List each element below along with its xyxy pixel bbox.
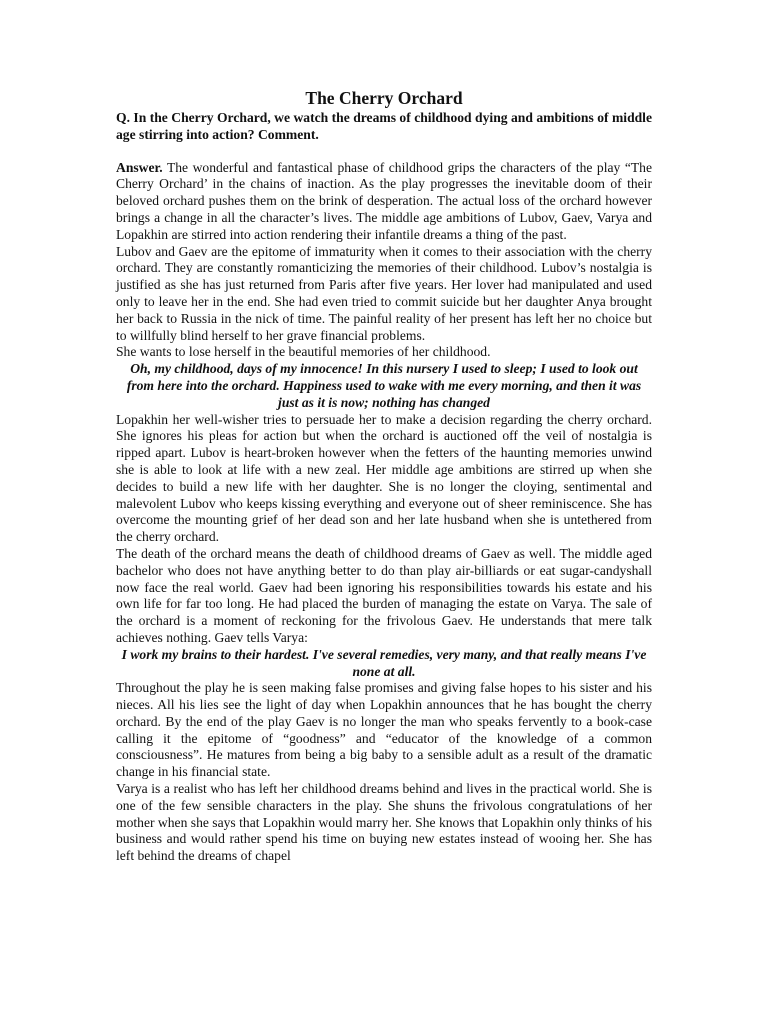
paragraph-gaev-promises: Throughout the play he is seen making false promises and giving false hopes to his sister and his nieces. All his lies see the light of day when Lopakhin announces that he has bought the cherry orchard. By the end of the play Gaev is no longer the man who speaks fervently to a book-case calling it the epitome of “goodness” and “educator of the knowledge of a common consciousness”. He matures from being a big baby to a sensible adult as a result of the dramatic change in his financial state. [116, 680, 652, 780]
quote-gaev: I work my brains to their hardest. I've several remedies, very many, and that really means I've none at all. [121, 646, 647, 679]
paragraph-lopakhin: Lopakhin her well-wisher tries to persuade her to make a decision regarding the cherry orchard. She ignores his pleas for action but when the orchard is auctioned off the veil of nostalgia is ripped apart. Lubov is heart-broken however when the fetters of the haunting memories unwind she is able to look at life with a new zeal. Her middle age ambitions are stirred up when she decides to build a new life with her daughter. She is no longer the cloying, sentimental and malevolent Lubov who keeps kissing everything and everyone out of sheer reminiscence. She has overcome the mounting grief of her dead son and her late husband when she is untethered from the cherry orchard. [116, 411, 652, 545]
answer-paragraph [116, 160, 652, 244]
paragraph-lubov-gaev: Lubov and Gaev are the epitome of immaturity when it comes to their association with the cherry orchard. They are constantly romanticizing the memories of their childhood. Lubov’s nostalgia is justified as she has just returned from Paris after five years. Her lover had manipulated and used only to leave her in the end. She had even tried to commit suicide but her daughter Anya brought her back to Russia in the nick of time. The painful reality of her present has left her no choice but to willfully blind herself to her grave financial problems. [116, 243, 652, 343]
document-page [116, 88, 652, 865]
answer-label: Answer. [116, 159, 163, 175]
document-title: The Cherry Orchard [305, 88, 463, 108]
essay-question: Q. In the Cherry Orchard, we watch the dreams of childhood dying and ambitions of middle age stirring into action? Comment. [116, 110, 652, 142]
paragraph-varya: Varya is a realist who has left her childhood dreams behind and lives in the practical world. She is one of the few sensible characters in the play. She shuns the frivolous congratulations of her mother when she says that Lopakhin would marry her. She knows that Lopakhin only thinks of his business and would rather spend his time on buying new estates instead of wooing her. She has left behind the dreams of chapel [116, 781, 652, 864]
paragraph-lubov-memories: She wants to lose herself in the beautiful memories of her childhood. [116, 344, 491, 360]
paragraph-gaev: The death of the orchard means the death of childhood dreams of Gaev as well. The middle aged bachelor who does not have anything better to do than play air-billiards or eat sugar-candyshall now face the real world. Gaev had been ignoring his responsibilities towards his estate and his own life for far too long. He had placed the burden of managing the estate on Varya. The sale of the orchard is a moment of reckoning for the frivolous Gaev. He understands that mere talk achieves nothing. Gaev tells Varya: [116, 545, 652, 645]
answer-text: The wonderful and fantastical phase of childhood grips the characters of the play “The Cherry Orchard’ in the chains of inaction. As the play progresses the inevitable doom of their beloved orchard pushes them on the brink of desperation. The actual loss of the orchard however brings a change in all the character’s lives. The middle age ambitions of Lubov, Gaev, Varya and Lopakhin are stirred into action rendering their infantile dreams a thing of the past. [116, 159, 652, 242]
quote-lubov: Oh, my childhood, days of my innocence! In this nursery I used to sleep; I used to look out from here into the orchard. Happiness used to wake with me every morning, and then it was just as it is now; nothing has changed [126, 361, 642, 410]
